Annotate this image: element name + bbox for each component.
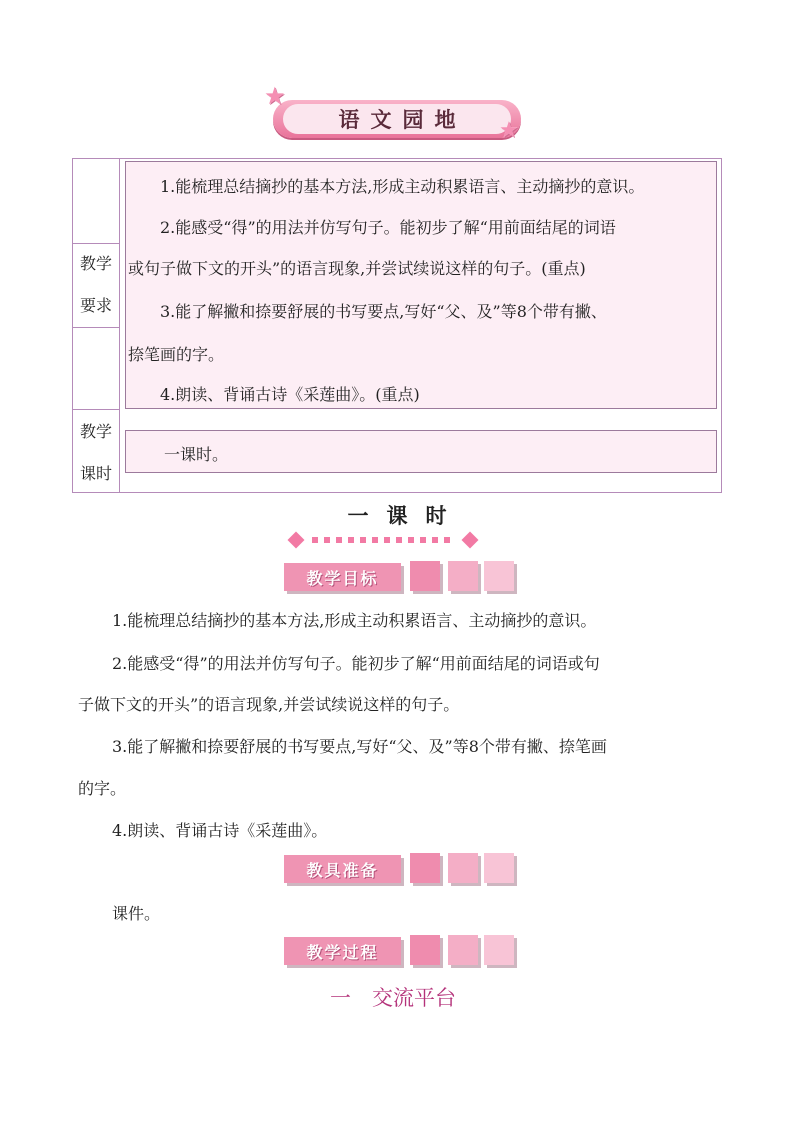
period-cell <box>125 430 717 473</box>
header-label-box <box>284 563 401 591</box>
decor-square <box>484 853 514 883</box>
step-title: 一 交流平台 <box>330 986 456 1010</box>
star-icon: ★ <box>499 118 519 143</box>
header-label-box <box>284 937 401 965</box>
requirement-line: 或句子做下文的开头”的语言现象,并尝试续说这样的句子。(重点) <box>128 259 586 278</box>
dot <box>372 537 378 543</box>
dot <box>348 537 354 543</box>
diamond-icon <box>288 532 305 549</box>
dot <box>432 537 438 543</box>
banner-inner <box>283 104 511 134</box>
objective-line: 的字。 <box>78 779 127 798</box>
decor-square <box>410 853 440 883</box>
table-label: 课时 <box>79 464 112 483</box>
process-header <box>284 934 510 968</box>
table-divider <box>73 409 119 410</box>
dot <box>336 537 342 543</box>
period-text: 一课时。 <box>164 445 229 464</box>
objective-line: 1.能梳理总结摘抄的基本方法,形成主动积累语言、主动摘抄的意识。 <box>112 611 597 630</box>
dot <box>324 537 330 543</box>
header-label: 教具准备 <box>306 860 379 880</box>
decor-square <box>484 935 514 965</box>
banner-frame <box>273 100 521 138</box>
decor-square <box>410 935 440 965</box>
header-label: 教学目标 <box>306 568 379 588</box>
dot <box>420 537 426 543</box>
objective-line: 2.能感受“得”的用法并仿写句子。能初步了解“用前面结尾的词语或句 <box>112 654 600 673</box>
decor-square <box>484 561 514 591</box>
decor-square <box>448 853 478 883</box>
requirements-cell <box>125 161 717 409</box>
requirement-line: 3.能了解撇和捺要舒展的书写要点,写好“父、及”等8个带有撇、 <box>160 302 607 321</box>
dot <box>384 537 390 543</box>
header-label: 教学过程 <box>306 942 379 962</box>
prep-header <box>284 852 510 886</box>
table-label: 要求 <box>79 296 112 315</box>
objective-line: 4.朗读、背诵古诗《采莲曲》。 <box>112 821 328 840</box>
prep-text: 课件。 <box>112 904 161 923</box>
dot <box>360 537 366 543</box>
table-label: 教学 <box>79 422 112 441</box>
dot <box>408 537 414 543</box>
decor-square <box>410 561 440 591</box>
requirement-line: 2.能感受“得”的用法并仿写句子。能初步了解“用前面结尾的词语 <box>160 218 616 237</box>
decor-square <box>448 561 478 591</box>
dot <box>396 537 402 543</box>
title-banner <box>264 82 521 143</box>
star-icon: ★ <box>264 82 286 110</box>
requirements-table <box>72 158 722 493</box>
diamond-icon <box>462 532 479 549</box>
requirement-line: 4.朗读、背诵古诗《采莲曲》。(重点) <box>160 385 420 404</box>
dot <box>312 537 318 543</box>
objective-line: 3.能了解撇和捺要舒展的书写要点,写好“父、及”等8个带有撇、捺笔画 <box>112 737 607 756</box>
dot <box>444 537 450 543</box>
header-label-box <box>284 855 401 883</box>
dotted-divider <box>290 534 480 546</box>
requirement-line: 1.能梳理总结摘抄的基本方法,形成主动积累语言、主动摘抄的意识。 <box>160 177 645 196</box>
table-divider <box>119 159 120 492</box>
objectives-header <box>284 560 510 594</box>
page-title: 语文园地 <box>338 108 467 132</box>
requirement-line: 捺笔画的字。 <box>128 345 225 364</box>
section-title: 一课时 <box>347 504 465 528</box>
table-label: 教学 <box>79 254 112 273</box>
table-divider <box>73 327 119 328</box>
decor-square <box>448 935 478 965</box>
objective-line: 子做下文的开头”的语言现象,并尝试续说这样的句子。 <box>78 695 460 714</box>
